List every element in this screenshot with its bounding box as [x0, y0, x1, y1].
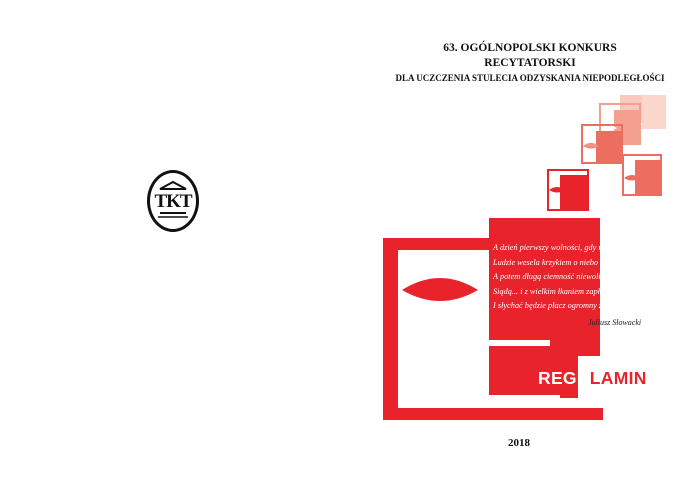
quote-line: Siądą... i z wielkim łkaniem zapłaczą jak dzieci,	[493, 286, 651, 296]
contest-title-line2: RECYTATORSKI	[484, 57, 576, 69]
quote-line: Ludzie wesela krzykiem o niebo uderzą,	[493, 257, 625, 267]
document-title	[538, 368, 647, 389]
quote-line: A dzień pierwszy wolności, gdy radość roznieci,	[493, 243, 652, 252]
quote-author: Juliusz Słowacki	[588, 318, 642, 327]
year: 2018	[508, 437, 530, 449]
quote-line: A potem długą ciemność niewoli przemierzą,	[493, 272, 642, 282]
title-part1: REGU	[538, 368, 590, 388]
contest-subtitle: DLA UCZCZENIA STULECIA ODZYSKANIA NIEPODLEGŁOŚCI	[395, 73, 665, 83]
title-part2: LAMIN	[589, 368, 647, 388]
logo-text: TKT	[154, 191, 192, 212]
contest-title-line1: 63. OGÓLNOPOLSKI KONKURS	[443, 42, 617, 54]
small-face-5	[548, 170, 588, 210]
quote-text	[493, 241, 663, 314]
quote-line: I słychać będzie płacz ogromny zmartwychwstania.	[493, 301, 663, 311]
big-eye	[402, 278, 478, 301]
small-face-4	[623, 155, 661, 195]
